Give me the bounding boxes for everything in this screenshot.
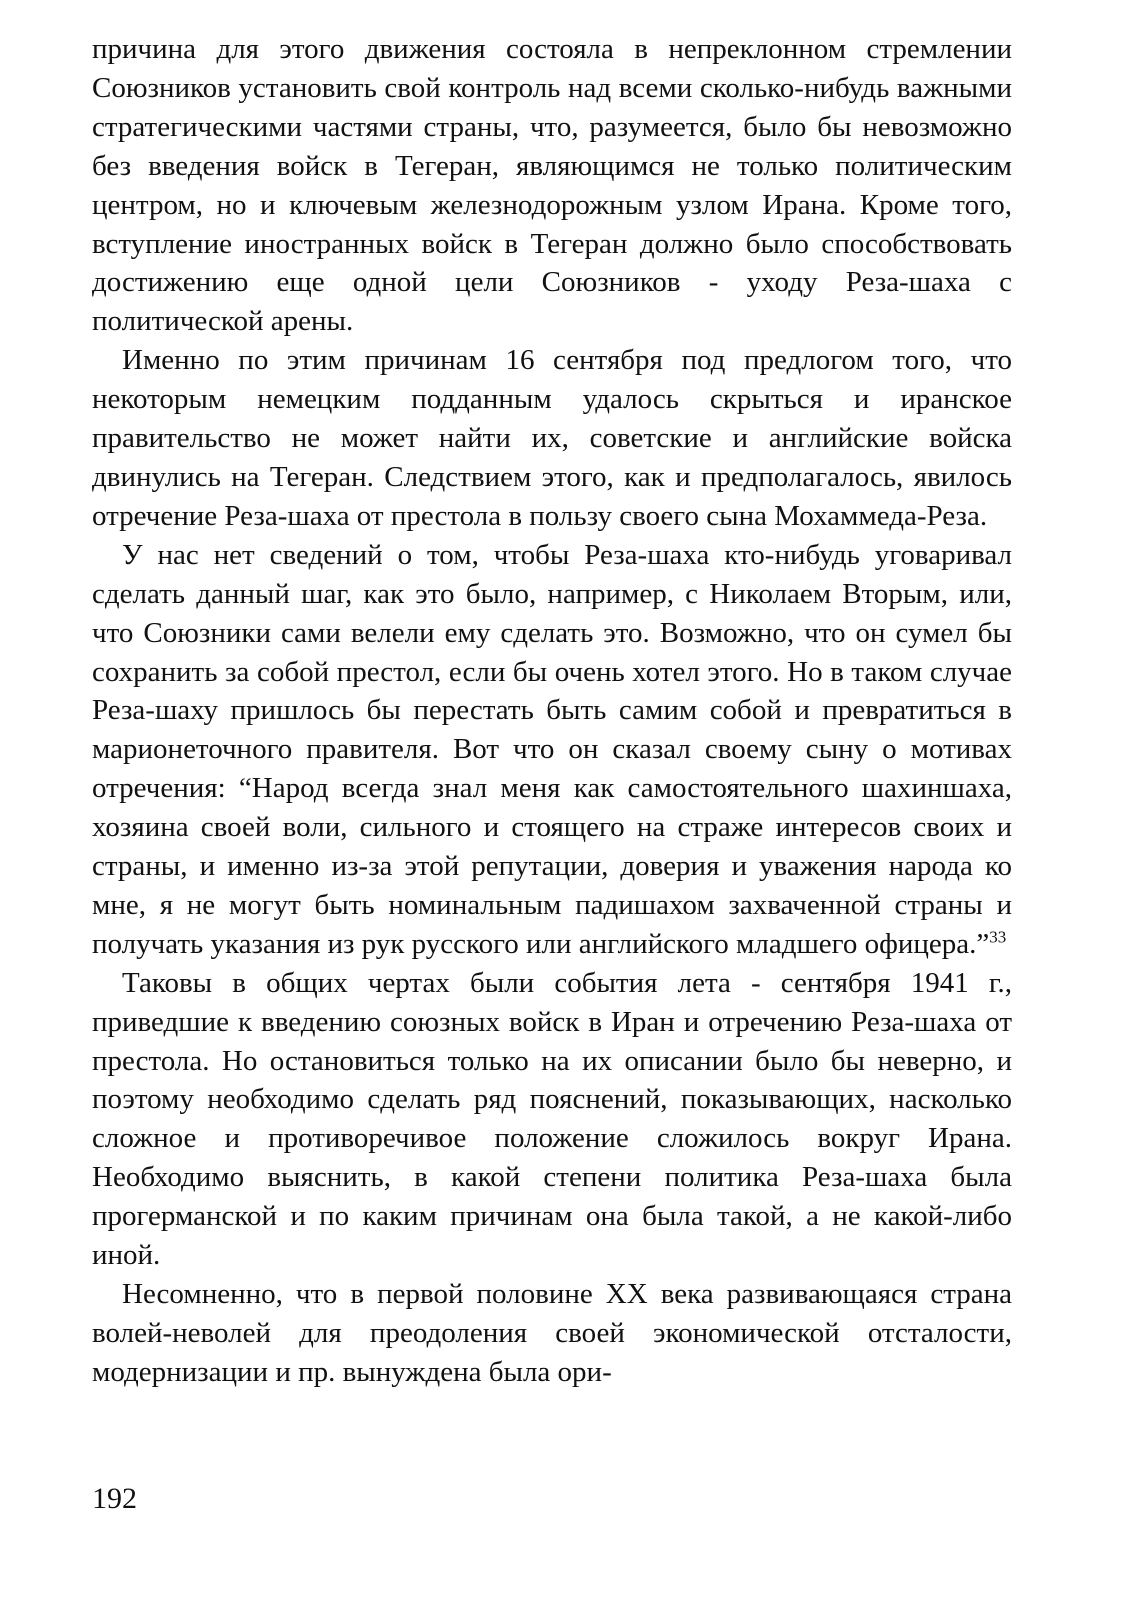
paragraph-3 (92, 536, 1012, 964)
paragraph-5: Несомненно, что в первой половине XX века развивающаяся страна волей-неволей для преодоления своей экономической отсталости, модернизации и пр. вынуждена была ори- (92, 1278, 1012, 1388)
paragraph-1: причина для этого движения состояла в непреклонном стремлении Союзников установить свой контроль над всеми сколько-нибудь важными стратегическими частями страны, что, разумеется, было бы невозможно без введения войск в Тегеран, являющимся не только политическим центром, но и ключевым железнодорожным узлом Ирана. Кроме того, вступление иностранных войск в Тегеран должно было способствовать достижению еще одной цели Союзников - уходу Реза-шаха с политической арены. (92, 33, 1012, 338)
paragraph-3-text: У нас нет сведений о том, чтобы Реза-шаха кто-нибудь уговаривал сделать данный шаг, как это было, например, с Николаем Вторым, или, что Союзники сами велели ему сделать это. Возможно, что он сумел бы сохранить за собой престол, если бы очень хотел этого. Но в таком случае Реза-шаху пришлось бы перестать быть самим собой и превратиться в марионеточного правителя. Вот что он сказал своему сыну о мотивах отречения: “Народ всегда знал меня как самостоятельного шахиншаха, хозяина своей воли, сильного и стоящего на страже интересов своих и страны, и именно из-за этой репутации, доверия и уважения народа ко мне, я не могут быть номинальным падишахом захваченной страны и получать указания из рук русского или английского младшего офицера.” (92, 538, 1012, 960)
page-number: 192 (92, 1482, 137, 1515)
footnote-reference: 33 (989, 927, 1007, 947)
body-text (92, 30, 1012, 1392)
paragraph-2: Именно по этим причинам 16 сентября под предлогом того, что некоторым немецким подданным удалось скрыться и иранское правительство не может найти их, советские и английские войска двинулись на Тегеран. Следствием этого, как и предполагалось, явилось отречение Реза-шаха от престола в пользу своего сына Мохаммеда-Реза. (92, 344, 1012, 532)
paragraph-4: Таковы в общих чертах были события лета - сентября 1941 г., приведшие к введению союзных войск в Иран и отречению Реза-шаха от престола. Но остановиться только на их описании было бы неверно, и поэтому необходимо сделать ряд пояснений, показывающих, насколько сложное и противоречивое положение сложилось вокруг Ирана. Необходимо выяснить, в какой степени политика Реза-шаха была прогерманской и по каким причинам она была такой, а не какой-либо иной. (92, 966, 1012, 1272)
